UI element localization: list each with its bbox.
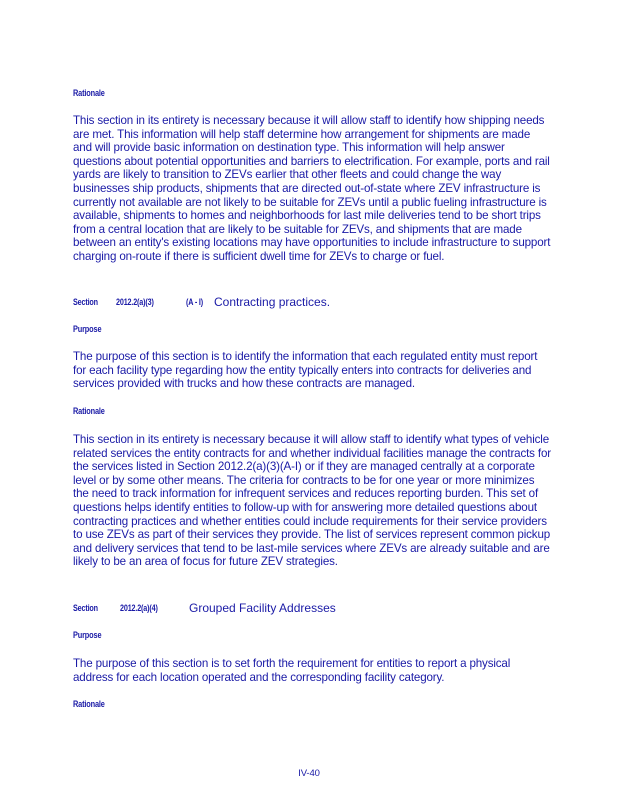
purpose-heading: Purpose: [73, 324, 102, 334]
section-title: Contracting practices.: [214, 295, 331, 309]
rationale-paragraph: This section in its entirety is necessary because it will allow staff to identify what types of vehicle related services the entity contracts for and whether individual facilities manage the contracts for the services listed in Section 2012.2(a)(3)(A-I) or if they are managed centrally at a corporate level or by some other means. The criteria for contracts to be for one year or more minimizes the need to track information for infrequent services and reduces reporting burden. This set of questions helps identify entities to follow-up with for answering more detailed questions about contracting practices and whether entities could include requirements for their service providers to use ZEVs as part of their services they provide. The list of services represent common pickup and delivery services that tend to be last-mile services where ZEVs are already suitable and are likely to be an area of focus for future ZEV strategies.: [73, 433, 551, 569]
purpose-heading: Purpose: [73, 630, 102, 640]
rationale-heading: Rationale: [73, 699, 105, 709]
section-number: 2012.2(a)(3): [116, 297, 154, 307]
rationale-paragraph: This section in its entirety is necessary because it will allow staff to identify how shipping needs are met. This information will help staff determine how arrangement for shipments are made and will provide basic information on destination type. This information will help answer questions about potential opportunities and barriers to electrification. For example, ports and rail yards are likely to transition to ZEVs earlier that other fleets and could change the way businesses ship products, shipments that are directed out-of-state where ZEV infrastructure is currently not available are not likely to be suitable for ZEVs until a public fueling infrastructure is available, shipments to homes and neighborhoods for last mile deliveries tend to be short trips from a central location that are likely to be suitable for ZEVs, and shipments that are made between an entity's existing locations may have opportunities to include infrastructure to support charging on-route if there is sufficient dwell time for ZEVs to charge or fuel.: [73, 114, 551, 263]
section-number: 2012.2(a)(4): [120, 603, 158, 613]
page-number: IV-40: [298, 768, 320, 779]
section-title: Grouped Facility Addresses: [189, 601, 336, 615]
purpose-paragraph: The purpose of this section is to set forth the requirement for entities to report a physical address for each location operated and the corresponding facility category.: [73, 657, 511, 684]
rationale-heading: Rationale: [73, 406, 105, 416]
section-label: Section: [73, 297, 98, 307]
rationale-heading: Rationale: [73, 88, 105, 98]
section-label: Section: [73, 603, 98, 613]
section-subrange: (A - I): [186, 297, 204, 307]
purpose-paragraph: The purpose of this section is to identify the information that each regulated entity must report for each facility type regarding how the entity typically enters into contracts for deliveries and services provided with trucks and how these contracts are managed.: [73, 350, 538, 391]
